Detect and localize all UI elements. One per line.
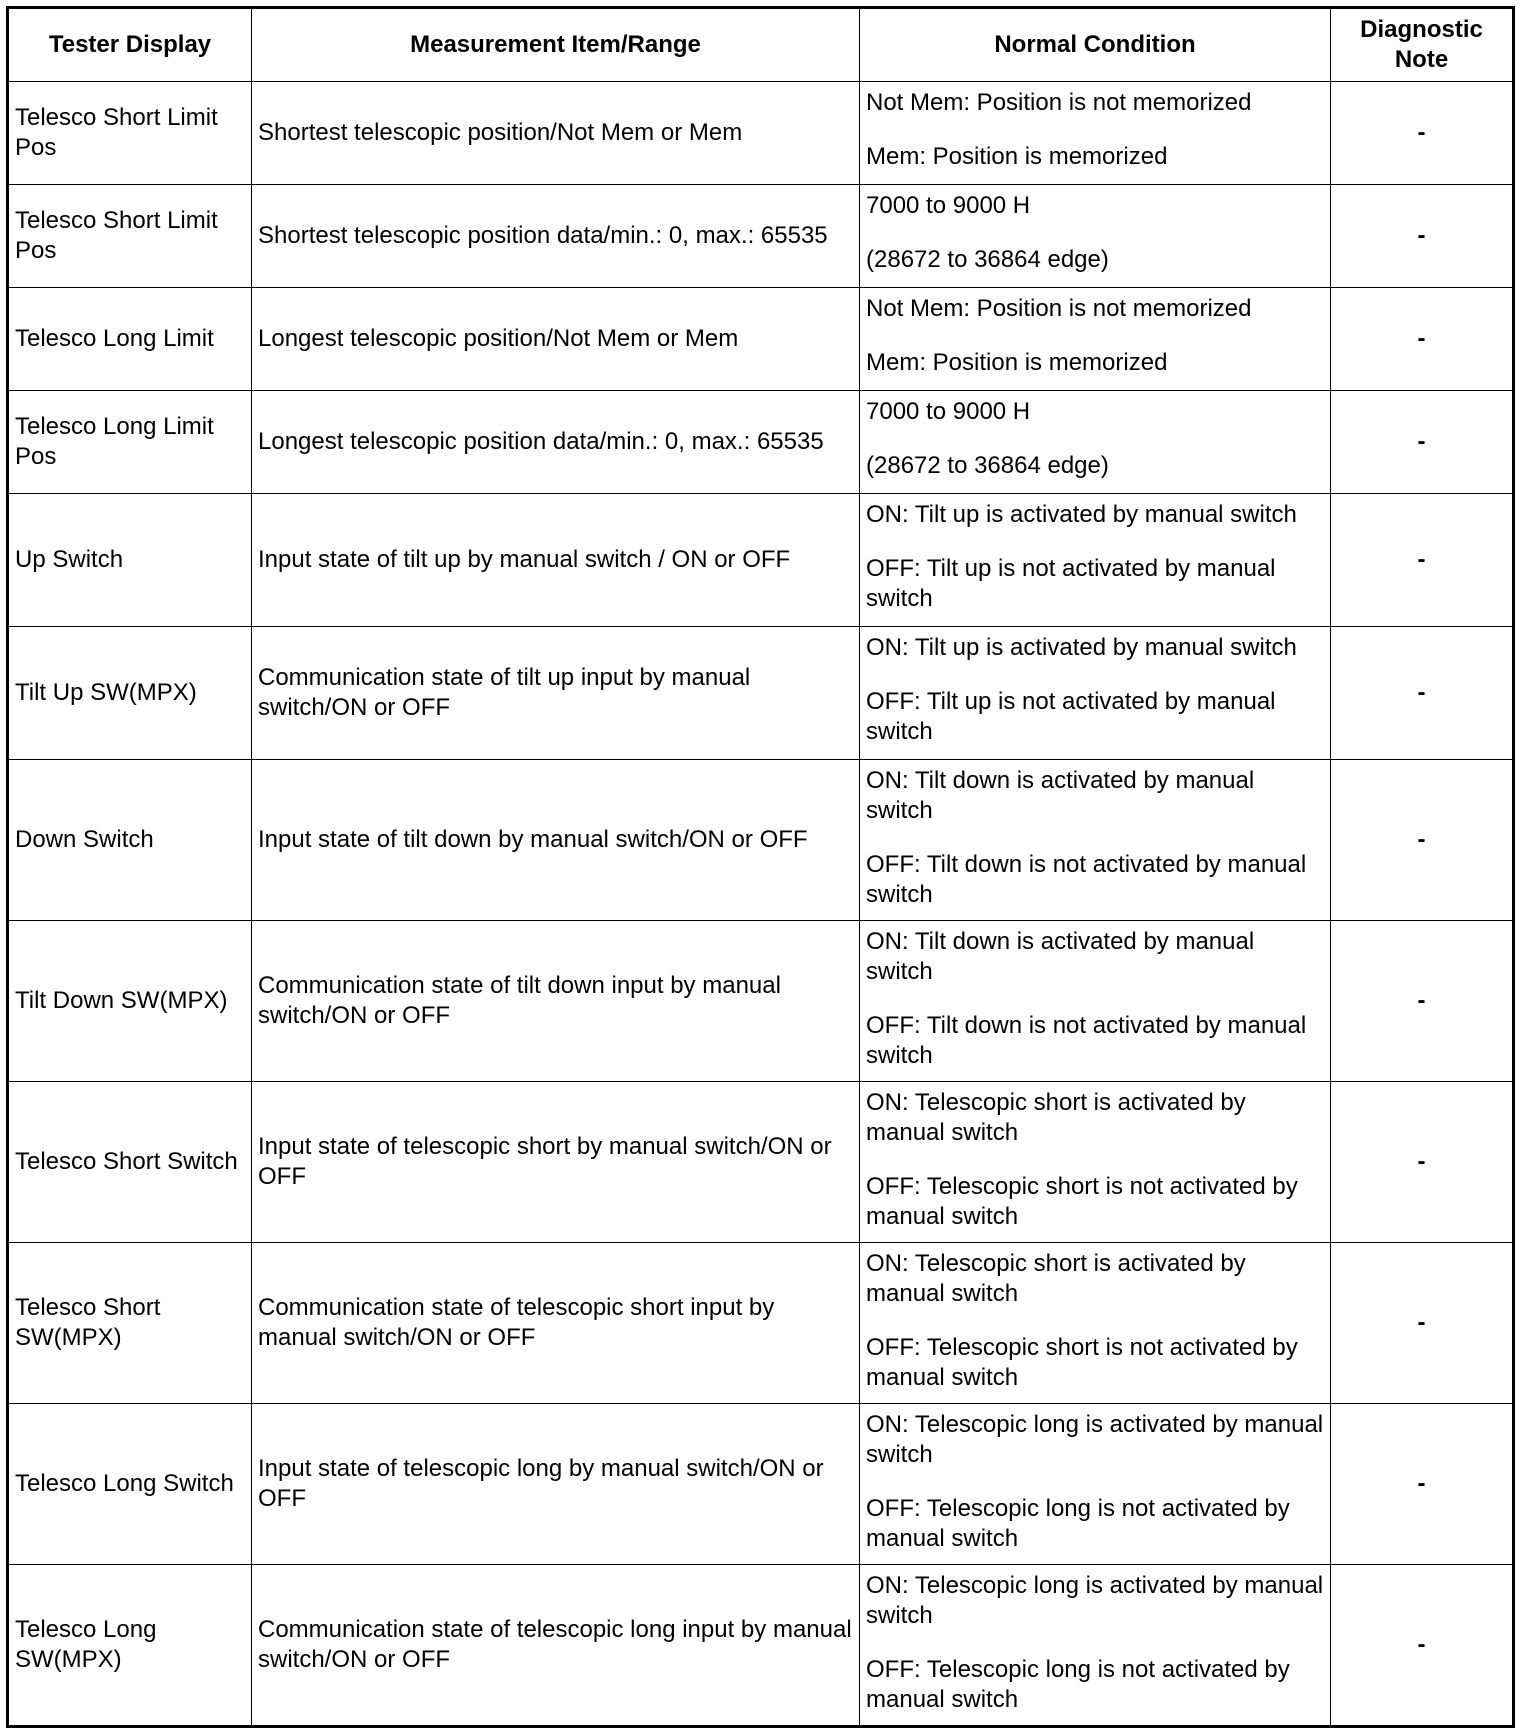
diagnostic-note-cell: - <box>1331 760 1514 921</box>
table-row <box>8 82 1514 185</box>
tester-display-cell: Telesco Long Limit Pos <box>8 391 252 494</box>
condition-text: OFF: Telescopic long is not activated by manual switch <box>866 1495 1290 1552</box>
header-normal-condition: Normal Condition <box>860 8 1331 82</box>
diagnostic-note-cell: - <box>1331 288 1514 391</box>
condition-text: ON: Tilt up is activated by manual switch <box>866 501 1297 528</box>
measurement-cell: Input state of tilt down by manual switch/ON or OFF <box>252 760 860 921</box>
condition-text: Mem: Position is memorized <box>866 143 1168 170</box>
diagnostic-note-cell: - <box>1331 1082 1514 1243</box>
condition-text: OFF: Tilt down is not activated by manual switch <box>866 1012 1307 1069</box>
condition-text: OFF: Telescopic long is not activated by manual switch <box>866 1656 1290 1713</box>
header-row <box>8 8 1514 82</box>
header-diagnostic-note: Diagnostic Note <box>1331 8 1514 82</box>
tester-display-cell: Telesco Long Switch <box>8 1404 252 1565</box>
normal-condition-cell <box>860 288 1331 391</box>
data-monitor-table <box>6 6 1515 1728</box>
measurement-cell: Communication state of telescopic short input by manual switch/ON or OFF <box>252 1243 860 1404</box>
condition-text: ON: Tilt down is activated by manual switch <box>866 767 1255 824</box>
normal-condition-cell <box>860 1565 1331 1727</box>
condition-text: ON: Telescopic short is activated by manual switch <box>866 1089 1246 1146</box>
diagnostic-note-cell: - <box>1331 627 1514 760</box>
tester-display-cell: Tilt Down SW(MPX) <box>8 921 252 1082</box>
table-row <box>8 391 1514 494</box>
normal-condition-cell <box>860 921 1331 1082</box>
tester-display-cell: Telesco Short SW(MPX) <box>8 1243 252 1404</box>
normal-condition-cell <box>860 760 1331 921</box>
measurement-cell: Input state of tilt up by manual switch / ON or OFF <box>252 494 860 627</box>
condition-text: 7000 to 9000 H <box>866 398 1031 425</box>
condition-text: ON: Telescopic long is activated by manual switch <box>866 1411 1324 1468</box>
condition-text: OFF: Telescopic short is not activated by manual switch <box>866 1173 1298 1230</box>
table-row <box>8 1082 1514 1243</box>
measurement-cell: Longest telescopic position/Not Mem or Mem <box>252 288 860 391</box>
tester-display-cell: Telesco Short Limit Pos <box>8 82 252 185</box>
table-row <box>8 921 1514 1082</box>
tester-display-cell: Down Switch <box>8 760 252 921</box>
table-row <box>8 1243 1514 1404</box>
normal-condition-cell <box>860 1082 1331 1243</box>
condition-text: ON: Tilt down is activated by manual switch <box>866 928 1255 985</box>
diagnostic-note-cell: - <box>1331 82 1514 185</box>
diagnostic-note-cell: - <box>1331 494 1514 627</box>
tester-display-cell: Telesco Long SW(MPX) <box>8 1565 252 1727</box>
tester-display-cell: Telesco Short Switch <box>8 1082 252 1243</box>
condition-text: ON: Telescopic short is activated by manual switch <box>866 1250 1246 1307</box>
tester-display-cell: Tilt Up SW(MPX) <box>8 627 252 760</box>
measurement-cell: Input state of telescopic long by manual switch/ON or OFF <box>252 1404 860 1565</box>
condition-text: ON: Tilt up is activated by manual switch <box>866 634 1297 661</box>
tester-display-cell: Telesco Long Limit <box>8 288 252 391</box>
condition-text: (28672 to 36864 edge) <box>866 246 1109 273</box>
condition-text: OFF: Tilt up is not activated by manual switch <box>866 555 1276 612</box>
table-row <box>8 288 1514 391</box>
diagnostic-note-cell: - <box>1331 921 1514 1082</box>
table-row <box>8 760 1514 921</box>
condition-text: (28672 to 36864 edge) <box>866 452 1109 479</box>
normal-condition-cell <box>860 185 1331 288</box>
condition-text: OFF: Tilt down is not activated by manual switch <box>866 851 1307 908</box>
table-row <box>8 185 1514 288</box>
tester-display-cell: Up Switch <box>8 494 252 627</box>
normal-condition-cell <box>860 1243 1331 1404</box>
header-measurement-item: Measurement Item/Range <box>252 8 860 82</box>
table-row <box>8 494 1514 627</box>
condition-text: OFF: Tilt up is not activated by manual switch <box>866 688 1276 745</box>
measurement-cell: Shortest telescopic position/Not Mem or Mem <box>252 82 860 185</box>
measurement-cell: Input state of telescopic short by manual switch/ON or OFF <box>252 1082 860 1243</box>
normal-condition-cell <box>860 627 1331 760</box>
diagnostic-note-cell: - <box>1331 1404 1514 1565</box>
diagnostic-note-cell: - <box>1331 185 1514 288</box>
table-row <box>8 627 1514 760</box>
tester-display-cell: Telesco Short Limit Pos <box>8 185 252 288</box>
normal-condition-cell <box>860 82 1331 185</box>
condition-text: Not Mem: Position is not memorized <box>866 295 1252 322</box>
diagnostic-note-cell: - <box>1331 1243 1514 1404</box>
table-row <box>8 1404 1514 1565</box>
normal-condition-cell <box>860 1404 1331 1565</box>
condition-text: Mem: Position is memorized <box>866 349 1168 376</box>
condition-text: Not Mem: Position is not memorized <box>866 89 1252 116</box>
measurement-cell: Shortest telescopic position data/min.: 0, max.: 65535 <box>252 185 860 288</box>
normal-condition-cell <box>860 391 1331 494</box>
table-row <box>8 1565 1514 1727</box>
condition-text: ON: Telescopic long is activated by manual switch <box>866 1572 1324 1629</box>
condition-text: 7000 to 9000 H <box>866 192 1031 219</box>
measurement-cell: Communication state of telescopic long input by manual switch/ON or OFF <box>252 1565 860 1727</box>
diagnostic-note-cell: - <box>1331 1565 1514 1727</box>
measurement-cell: Communication state of tilt down input by manual switch/ON or OFF <box>252 921 860 1082</box>
header-tester-display: Tester Display <box>8 8 252 82</box>
measurement-cell: Longest telescopic position data/min.: 0, max.: 65535 <box>252 391 860 494</box>
condition-text: OFF: Telescopic short is not activated by manual switch <box>866 1334 1298 1391</box>
measurement-cell: Communication state of tilt up input by manual switch/ON or OFF <box>252 627 860 760</box>
normal-condition-cell <box>860 494 1331 627</box>
diagnostic-note-cell: - <box>1331 391 1514 494</box>
